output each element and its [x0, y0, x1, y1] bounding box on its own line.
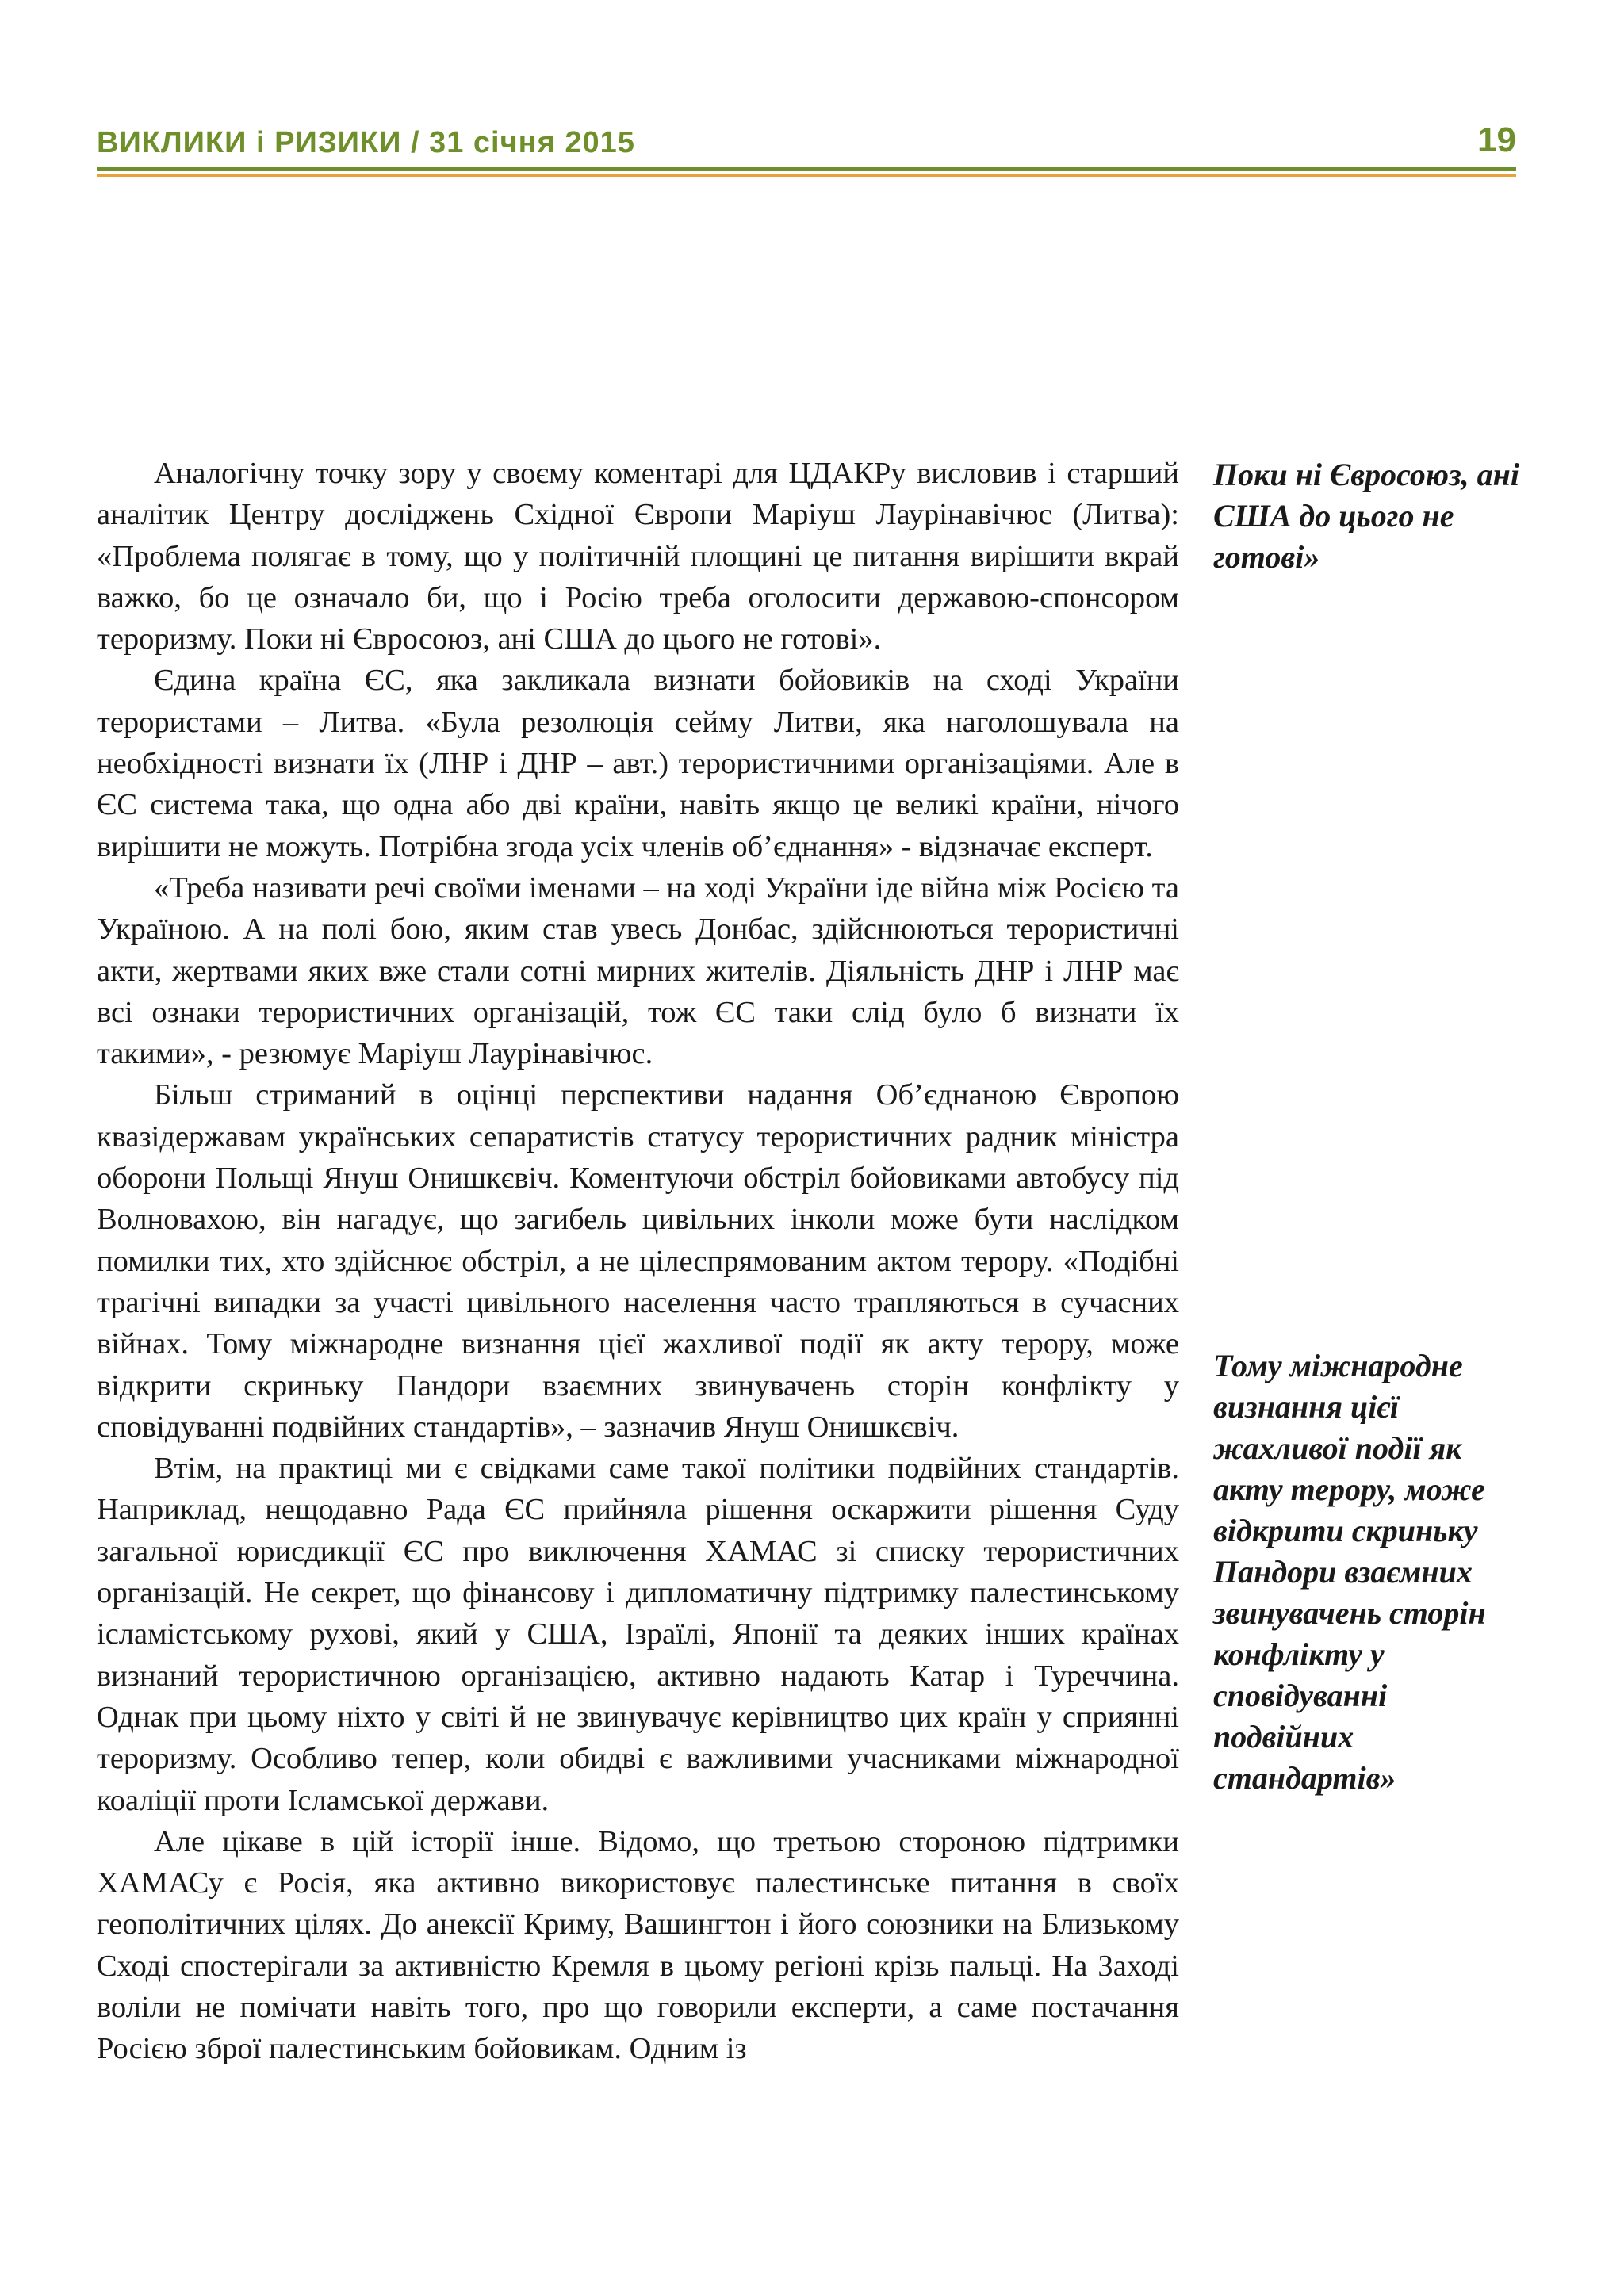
- article-body: [97, 453, 1179, 2070]
- article-paragraph: Аналогічну точку зору у своєму коментарі для ЦДАКРу висловив і старший аналітик Центру досліджень Східної Європи Маріуш Лаурінавічюс (Литва): «Проблема полягає в тому, що у політичній площині це питання вирішити вкрай важко, бо це означало би, що і Росію треба оголосити державою-спонсором тероризму. Поки ні Євросоюз, ані США до цього не готові».: [97, 457, 1179, 656]
- article-paragraph: Втім, на практиці ми є свідками саме такої політики подвійних стандартів. Наприклад, нещодавно Рада ЄС прийняла рішення оскаржити рішення Суду загальної юрисдикції ЄС про виключення ХАМАС зі списку терористичних організацій. Не секрет, що фінансову і дипломатичну підтримку палестинському ісламістському рухові, який у США, Ізраїлі, Японії та деяких інших країнах визнаний терористичною організацією, активно надають Катар і Туреччина. Однак при цьому ніхто у світі й не звинувачує керівництво цих країн у сприянні тероризму. Особливо тепер, коли обидві є важливими учасниками міжнародної коаліції проти Ісламської держави.: [97, 1452, 1179, 1817]
- page-header: [97, 119, 1516, 166]
- article-paragraph: Єдина країна ЄС, яка закликала визнати бойовиків на сході України терористами – Литва. «Була резолюція сейму Литви, яка наголошувала на необхідності визнати їх (ЛНР і ДНР – авт.) терористичними організаціями. Але в ЄС система така, що одна або дві країни, навіть якщо це великі країни, нічого вирішити не можуть. Потрібна згода усіх членів об’єднання» - відзначає експерт.: [97, 664, 1179, 863]
- article-paragraph: Але цікаве в цій історії інше. Відомо, що третьою стороною підтримки ХАМАСу є Росія, яка активно використовує палестинське питання в своїх геополітичних цілях. До анексії Криму, Вашингтон і його союзники на Близькому Сході спостерігали за активністю Кремля в цьому регіоні крізь пальці. На Заході воліли не помічати навіть того, про що говорили експерти, а саме постачання Росією зброї палестинським бойовикам. Одним із: [97, 1824, 1179, 2066]
- header-rule-orange: [97, 174, 1516, 177]
- article-paragraph: Більш стриманий в оцінці перспективи надання Об’єднаною Європою квазідержавам українських сепаратистів статусу терористичних радник міністра оборони Польщі Януш Онишкєвіч. Коментуючи обстріл бойовиками автобусу під Волновахою, він нагадує, що загибель цивільних інколи може бути наслідком помилки тих, хто здійснює обстріл, а не цілеспрямованим актом терору. «Подібні трагічні випадки за участі цивільного населення часто трапляються в сучасних війнах. Тому міжнародне визнання цієї жахливої події як акту терору, може відкрити скриньку Пандори взаємних звинувачень сторін конфлікту у сповідуванні подвійних стандартів», – зазначив Януш Онишкєвіч.: [97, 1078, 1179, 1444]
- pull-quote-2: Тому міжнародне визнання цієї жахливої події як акту терору, може відкрити скриньку Пандори взаємних звинувачень сторін конфлікту у сповідуванні подвійних стандартів»: [1213, 1348, 1486, 1796]
- header-rule-green: [97, 167, 1516, 171]
- page-number: 19: [1477, 121, 1516, 159]
- running-header-title: ВИКЛИКИ і РИЗИКИ / 31 січня 2015: [97, 126, 635, 159]
- article-paragraph: «Треба називати речі своїми іменами – на ході України іде війна між Росією та Україною. А на полі бою, яким став увесь Донбас, здійснюються терористичні акти, жертвами яких вже стали сотні мирних жителів. Діяльність ДНР і ЛНР має всі ознаки терористичних організацій, тож ЄС таки слід було б визнати їх такими», - резюмує Маріуш Лаурінавічюс.: [97, 871, 1179, 1071]
- pull-quote-1: Поки ні Євросоюз, ані США до цього не готові»: [1213, 457, 1519, 575]
